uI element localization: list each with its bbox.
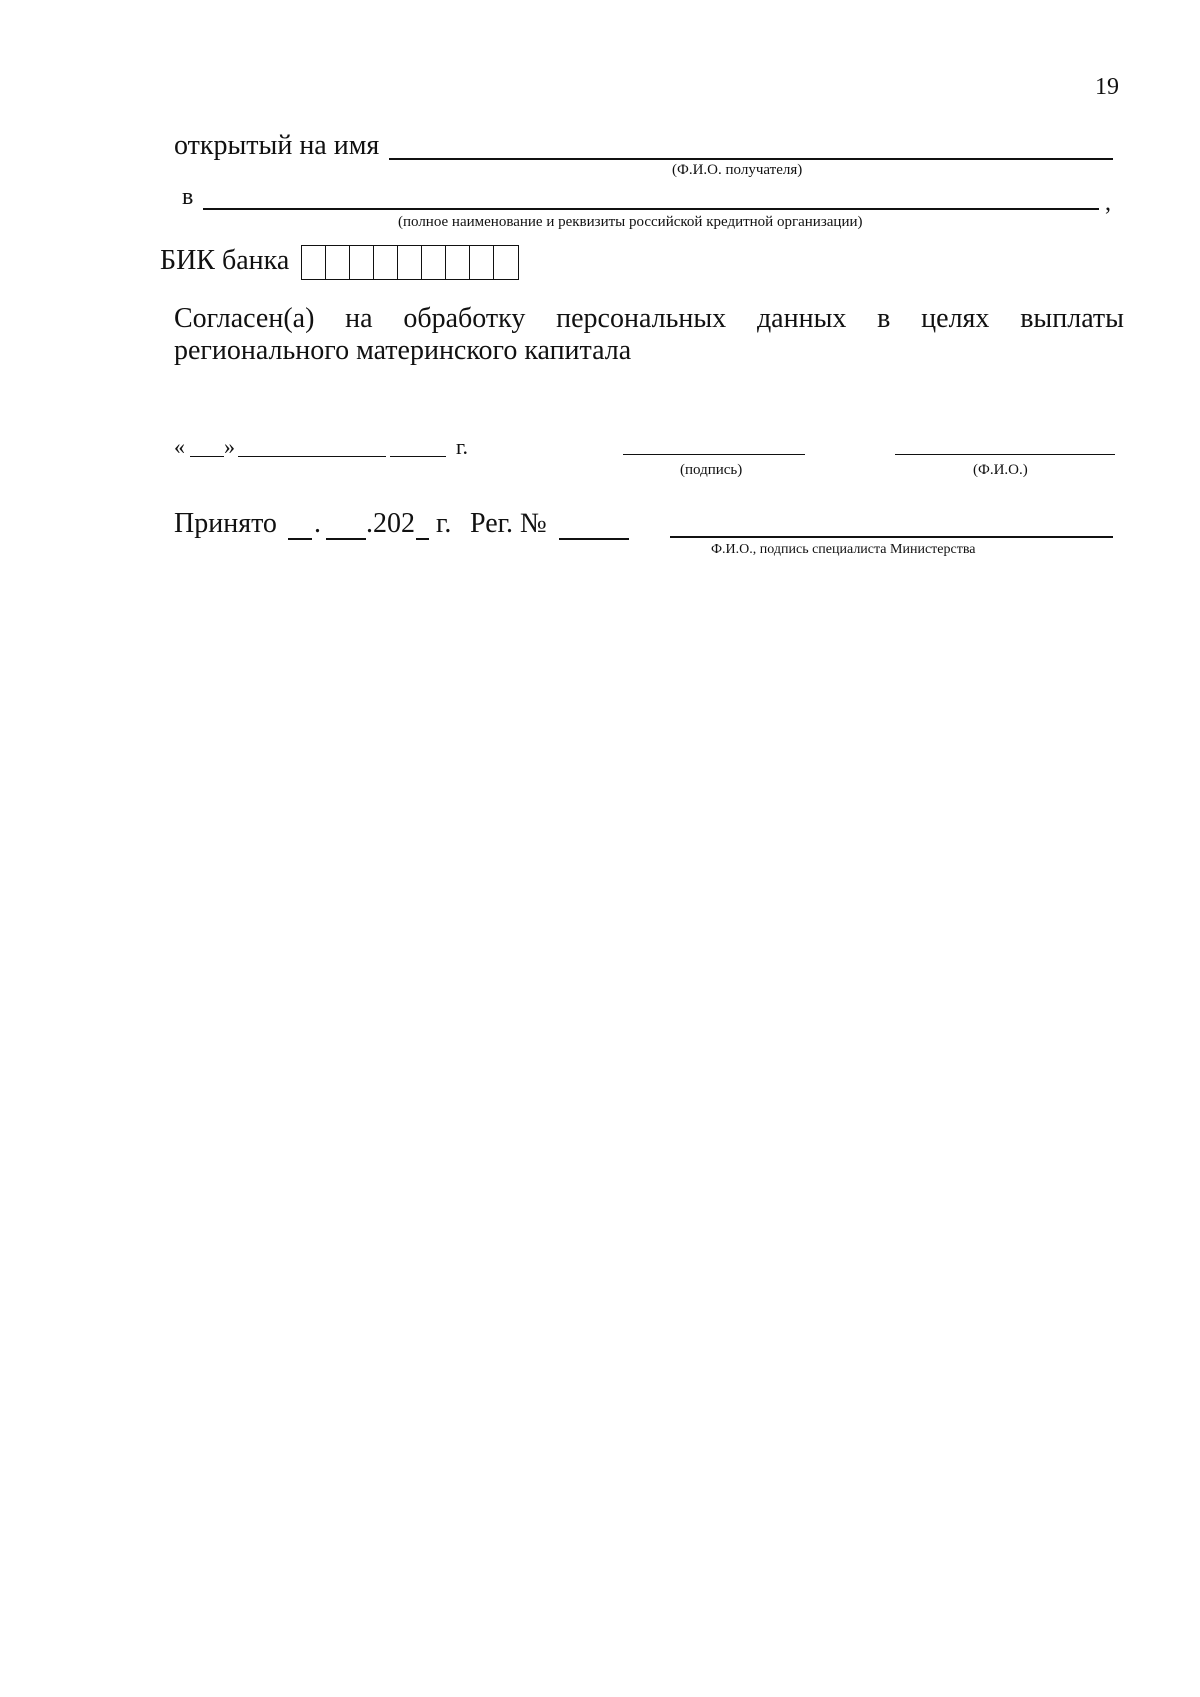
bank-name-field[interactable] <box>203 208 1099 210</box>
bank-prefix: в <box>182 184 194 210</box>
bik-cell[interactable] <box>350 246 374 279</box>
consent-word: обработку <box>403 303 526 334</box>
reg-number-field[interactable] <box>559 538 629 540</box>
recipient-caption: (Ф.И.О. получателя) <box>672 162 803 178</box>
bik-cell[interactable] <box>494 246 518 279</box>
consent-word: целях <box>921 303 990 334</box>
bik-cell[interactable] <box>326 246 350 279</box>
name-field[interactable] <box>895 454 1115 455</box>
bik-cell[interactable] <box>446 246 470 279</box>
date-month-field[interactable] <box>238 456 386 457</box>
consent-word: Согласен(а) <box>174 303 315 334</box>
consent-word: персональных <box>556 303 727 334</box>
accepted-month-field[interactable] <box>326 538 366 540</box>
consent-word: в <box>877 303 891 334</box>
date-year-suffix: г. <box>456 434 469 459</box>
bik-input-cells[interactable] <box>301 245 519 280</box>
date-year-field[interactable] <box>390 456 446 457</box>
page-number: 19 <box>1095 74 1119 100</box>
bik-cell[interactable] <box>374 246 398 279</box>
reg-number-label: Рег. № <box>470 508 547 539</box>
signature-field[interactable] <box>623 454 805 455</box>
accepted-year-prefix: .202 <box>366 508 415 539</box>
accepted-day-field[interactable] <box>288 538 312 540</box>
bik-cell[interactable] <box>398 246 422 279</box>
bik-cell[interactable] <box>422 246 446 279</box>
bank-caption: (полное наименование и реквизиты российской кредитной организации) <box>398 214 863 230</box>
consent-line-2: регионального материнского капитала <box>174 335 632 366</box>
consent-line-1 <box>174 303 1124 335</box>
signature-caption: (подпись) <box>680 462 743 478</box>
date-quote-close: » <box>224 434 235 459</box>
bik-label: БИК банка <box>160 245 290 276</box>
accepted-date-separator: . <box>314 508 321 539</box>
recipient-name-field[interactable] <box>389 158 1113 160</box>
name-caption: (Ф.И.О.) <box>973 462 1028 478</box>
bank-comma: , <box>1105 190 1111 216</box>
bik-cell[interactable] <box>302 246 326 279</box>
accepted-year-field[interactable] <box>416 538 429 540</box>
consent-word: на <box>345 303 373 334</box>
recipient-label: открытый на имя <box>174 130 380 161</box>
consent-paragraph <box>174 303 1124 367</box>
consent-word: выплаты <box>1020 303 1124 334</box>
bik-cell[interactable] <box>470 246 494 279</box>
date-day-field[interactable] <box>190 456 224 457</box>
accepted-label: Принято <box>174 508 277 539</box>
date-quote-open: « <box>174 434 185 459</box>
specialist-signature-field[interactable] <box>670 536 1113 538</box>
consent-word: данных <box>756 303 847 334</box>
specialist-caption: Ф.И.О., подпись специалиста Министерства <box>711 542 976 557</box>
accepted-year-suffix: г. <box>436 508 452 539</box>
